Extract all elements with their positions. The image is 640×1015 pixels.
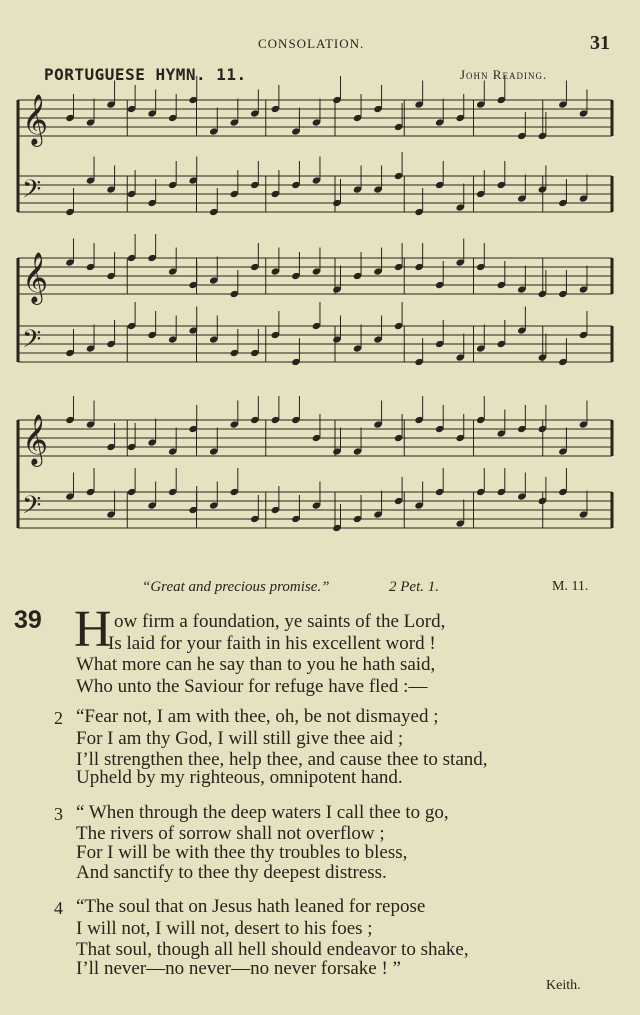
verse-line: I’ll never—no never—no never forsake ! ” [76,958,401,979]
verse-line: For I will be with thee thy troubles to bless, [76,842,408,863]
verse-line: Who unto the Saviour for refuge have fled :— [76,676,428,697]
bass-clef: 𝄢 [22,325,42,360]
bass-clef: 𝄢 [22,175,42,210]
page-number: 31 [590,32,610,54]
verse-line: Upheld by my righteous, omnipotent hand. [76,767,403,788]
hymn-caption: “Great and precious promise.” [142,579,330,595]
verse-line: “ When through the deep waters I call thee to go, [76,802,449,823]
verse-line: Is laid for your faith in his excellent word ! [108,633,436,654]
verse-line: The rivers of sorrow shall not overflow ; [76,823,385,844]
verse-line: For I am thy God, I will still give thee aid ; [76,728,404,749]
running-title: CONSOLATION. [258,36,365,51]
treble-clef: 𝄞 [22,94,49,145]
scripture-reference: 2 Pet. 1. [389,579,439,595]
bass-clef: 𝄢 [22,491,42,526]
meter: M. 11. [552,579,589,594]
verse-line: That soul, though all hell should endeavor to shake, [76,939,469,960]
hymn-number: 39 [14,606,42,634]
verse-line: ow firm a foundation, ye saints of the Lord, [114,611,446,632]
verse-line: I will not, I will not, desert to his foes ; [76,918,373,939]
treble-clef: 𝄞 [22,414,49,465]
drop-cap: H [74,601,112,658]
verse-line: And sanctify to thee thy deepest distress. [76,862,387,883]
verse-number: 2 [54,708,63,728]
composer: John Reading. [460,67,548,82]
verse-number: 4 [54,898,63,918]
tune-name: PORTUGUESE HYMN. 11. [44,65,247,84]
verse-line: What more can he say than to you he hath said, [76,654,436,675]
verse-line: I’ll strengthen thee, help thee, and cause thee to stand, [76,749,488,770]
verse-line: “The soul that on Jesus hath leaned for repose [76,896,426,917]
treble-clef: 𝄞 [22,252,49,303]
author: Keith. [546,978,581,993]
verse-line: “Fear not, I am with thee, oh, be not dismayed ; [76,706,439,727]
verse-number: 3 [54,804,63,824]
